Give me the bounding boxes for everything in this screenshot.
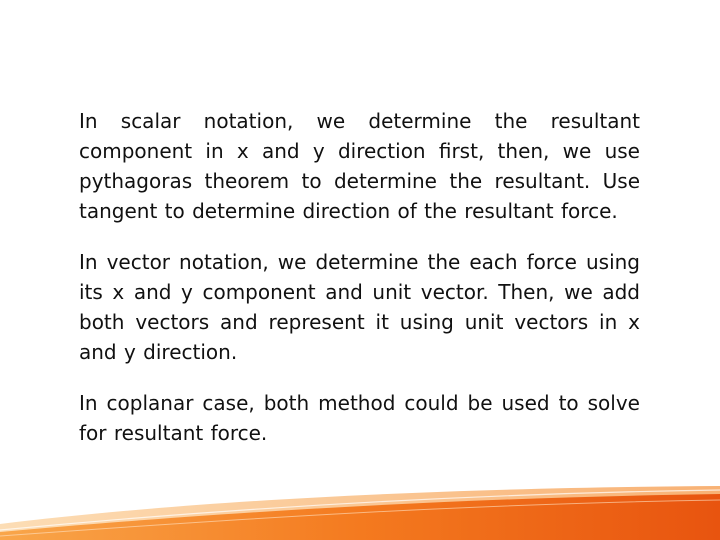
- paragraph-scalar-notation: In scalar notation, we determine the resultant component in x and y direction first, then, we use pythagoras theorem to determine the resultant. Use tangent to determine direction of the resultant force.: [79, 109, 640, 223]
- paragraph-vector-notation: In vector notation, we determine the each force using its x and y component and unit vector. Then, we add both vectors and represent it using unit vectors in x and y direction.: [79, 250, 640, 364]
- footer-swoosh-decoration: [0, 480, 720, 540]
- slide-body: [79, 106, 640, 469]
- paragraph-coplanar-case: In coplanar case, both method could be used to solve for resultant force.: [79, 391, 640, 445]
